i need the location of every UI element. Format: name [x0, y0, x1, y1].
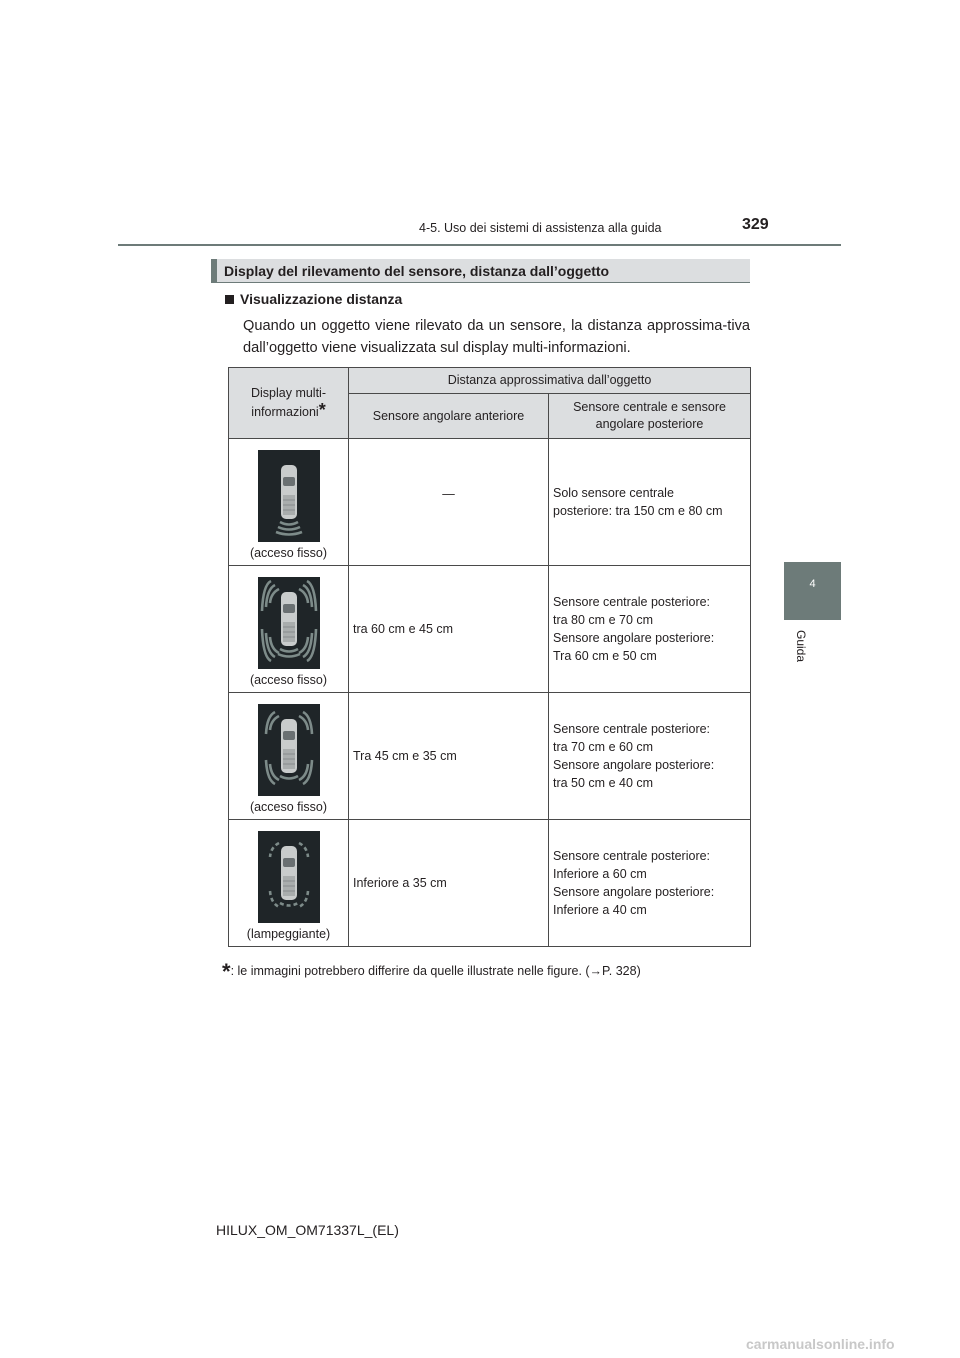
- display-caption: (acceso fisso): [249, 673, 328, 687]
- front-corner-distance: —: [349, 439, 549, 566]
- breadcrumb: 4-5. Uso dei sistemi di assistenza alla guida: [419, 221, 662, 235]
- distance-line: Sensore angolare posteriore:: [553, 885, 715, 899]
- vehicle-windshield: [283, 858, 295, 867]
- multi-info-display-icon: [258, 831, 320, 923]
- multi-info-display-icon: [258, 450, 320, 542]
- table-row: [229, 566, 751, 693]
- section-title: Display del rilevamento del sensore, distanza dall’oggetto: [224, 263, 610, 279]
- col-header-distance: Distanza approssimativa dall’oggetto: [349, 368, 751, 394]
- chapter-label: Guida: [794, 630, 808, 663]
- distance-line: Sensore angolare posteriore:: [553, 631, 715, 645]
- subheading: [225, 291, 402, 307]
- distance-line: tra 70 cm e 60 cm: [553, 740, 654, 754]
- distance-line: posteriore: tra 150 cm e 80 cm: [553, 504, 723, 518]
- front-corner-distance: Inferiore a 35 cm: [349, 820, 549, 947]
- col-header-front-corner: Sensore angolare anteriore: [349, 394, 549, 439]
- footnote-text: : le immagini potrebbero differire da quelle illustrate nelle figure. (→P. 328): [230, 964, 641, 978]
- display-cell: [229, 693, 349, 820]
- square-bullet-icon: [225, 295, 234, 304]
- chapter-number: 4: [809, 578, 816, 590]
- vehicle-icon: [281, 465, 297, 519]
- page-number: 329: [742, 216, 769, 233]
- subheading-text: Visualizzazione distanza: [240, 291, 403, 307]
- table-row: [229, 820, 751, 947]
- front-corner-distance: tra 60 cm e 45 cm: [349, 566, 549, 693]
- vehicle-windshield: [283, 731, 295, 740]
- col-header-center-rear: Sensore centrale e sensore angolare posteriore: [549, 394, 751, 439]
- chapter-tab: [784, 562, 841, 620]
- front-corner-distance: Tra 45 cm e 35 cm: [349, 693, 549, 820]
- distance-line: Sensore centrale posteriore:: [553, 595, 711, 609]
- col-header-display: [229, 368, 349, 439]
- display-cell: [229, 439, 349, 566]
- vehicle-windshield: [283, 604, 295, 613]
- vehicle-icon: [281, 592, 297, 646]
- distance-line: Solo sensore centrale: [553, 486, 674, 500]
- table-row: [229, 439, 751, 566]
- distance-line: Sensore angolare posteriore:: [553, 758, 715, 772]
- display-caption: (acceso fisso): [249, 546, 328, 560]
- header-rule: [118, 244, 841, 246]
- footnote-star: *: [222, 959, 231, 984]
- distance-line: Inferiore a 60 cm: [553, 867, 647, 881]
- center-rear-distance: [549, 439, 751, 566]
- section-header-bar: [211, 259, 217, 282]
- section-header: [211, 259, 750, 283]
- vehicle-icon: [281, 719, 297, 773]
- display-caption: (lampeggiante): [246, 927, 331, 941]
- watermark[interactable]: carmanualsonline.info: [746, 1336, 895, 1352]
- table-row: [229, 693, 751, 820]
- distance-line: tra 80 cm e 70 cm: [553, 613, 654, 627]
- distance-line: tra 50 cm e 40 cm: [553, 776, 654, 790]
- center-rear-distance: [549, 820, 751, 947]
- description-paragraph: Quando un oggetto viene rilevato da un sensore, la distanza approssima-tiva dall’oggetto viene visualizzata sul display multi-informazioni.: [243, 318, 750, 356]
- distance-line: Inferiore a 40 cm: [553, 903, 647, 917]
- center-rear-distance: [549, 693, 751, 820]
- vehicle-windshield: [283, 477, 295, 486]
- distance-line: Tra 60 cm e 50 cm: [553, 649, 657, 663]
- display-caption: (acceso fisso): [249, 800, 328, 814]
- vehicle-icon: [281, 846, 297, 900]
- col-header-display-text: Display multi-informazioni: [250, 386, 326, 419]
- col-header-display-star: *: [318, 400, 326, 420]
- distance-table: [228, 367, 751, 947]
- footer-code: HILUX_OM_OM71337L_(EL): [216, 1222, 399, 1238]
- display-cell: [229, 820, 349, 947]
- multi-info-display-icon: [258, 704, 320, 796]
- footnote: [222, 955, 641, 984]
- center-rear-distance: [549, 566, 751, 693]
- distance-line: Sensore centrale posteriore:: [553, 849, 711, 863]
- distance-line: Sensore centrale posteriore:: [553, 722, 711, 736]
- multi-info-display-icon: [258, 577, 320, 669]
- display-cell: [229, 566, 349, 693]
